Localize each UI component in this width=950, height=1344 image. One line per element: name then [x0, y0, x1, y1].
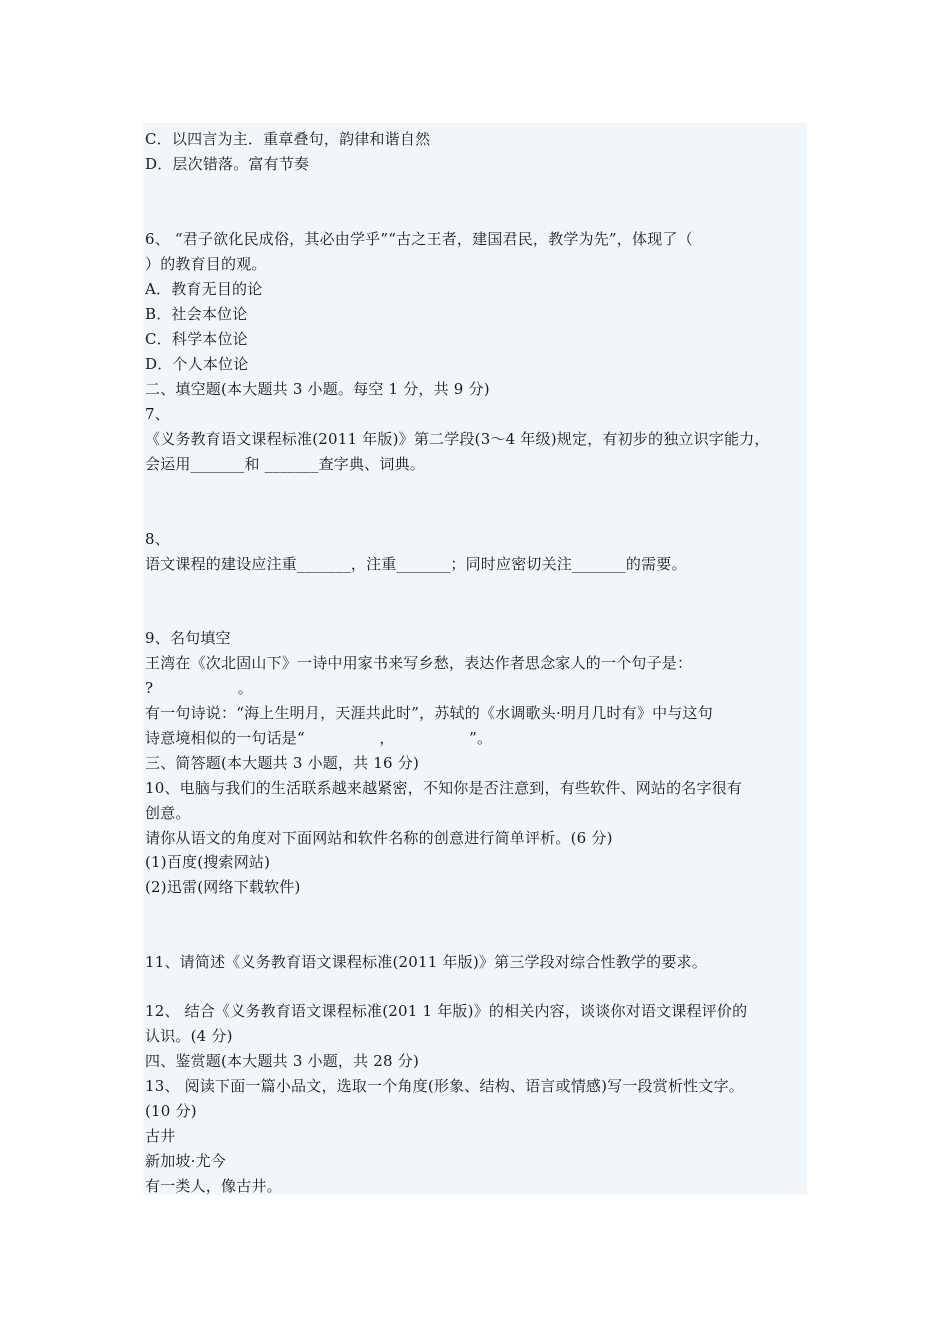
question-7-text: 《义务教育语文课程标准(2011 年版)》第二学段(3～4 年级)规定，有初步的独立识字能力，	[145, 430, 770, 448]
section-4-heading: 四、鉴赏题(本大题共 3 小题，共 28 分)	[145, 1052, 420, 1070]
question-7-text-cont: 会运用_______和 _______查字典、词典。	[145, 455, 425, 473]
question-13-text: 13、 阅读下面一篇小品文，选取一个角度(形象、结构、语言或情感)写一段赏析性文字。	[145, 1077, 744, 1095]
question-9-blank-1: ? 。	[145, 679, 253, 697]
question-10-text: 10、电脑与我们的生活联系越来越紧密，不知你是否注意到，有些软件、网站的名字很有	[145, 779, 743, 797]
question-6-stem-cont: ）的教育目的观。	[145, 255, 267, 273]
question-10-item-1: (1)百度(搜索网站)	[145, 853, 271, 871]
section-3-heading: 三、简答题(本大题共 3 小题，共 16 分)	[145, 754, 420, 772]
question-9-text-2: 有一句诗说：“海上生明月，天涯共此时”，苏轼的《水调歌头·明月几时有》中与这句	[145, 704, 713, 722]
question-12-text: 12、 结合《义务教育语文课程标准(201 1 年版)》的相关内容，谈谈你对语文课程评价的	[145, 1002, 748, 1020]
question-6-option-b: B．社会本位论	[145, 305, 248, 323]
question-6-option-a: A．教育无目的论	[145, 280, 263, 298]
question-6-option-d: D．个人本位论	[145, 355, 249, 373]
question-9-text-1: 王湾在《次北固山下》一诗中用家书来写乡愁，表达作者思念家人的一个句子是：	[145, 654, 693, 672]
passage-title: 古井	[145, 1127, 176, 1145]
passage-first-line: 有一类人，像古井。	[145, 1177, 282, 1195]
option-c-line: C．以四言为主．重章叠句，韵律和谐自然	[145, 130, 431, 148]
question-10-text-cont: 创意。	[145, 804, 191, 822]
passage-author: 新加坡·尤今	[145, 1152, 226, 1170]
question-8-text: 语文课程的建设应注重_______，注重_______；同时应密切关注_______的需要。	[145, 555, 687, 573]
question-6-option-c: C．科学本位论	[145, 330, 248, 348]
question-6-stem: 6、 “君子欲化民成俗，其必由学乎”“古之王者，建国君民，教学为先”，体现了（	[145, 230, 693, 248]
question-11-text: 11、请简述《义务教育语文课程标准(2011 年版)》第三学段对综合性教学的要求。	[145, 953, 707, 971]
question-10-instruction: 请你从语文的角度对下面网站和软件名称的创意进行简单评析。(6 分)	[145, 829, 613, 847]
question-12-text-cont: 认识。(4 分)	[145, 1027, 233, 1045]
question-10-item-2: (2)迅雷(网络下载软件)	[145, 878, 301, 896]
question-13-score: (10 分)	[145, 1102, 197, 1120]
section-2-heading: 二、填空题(本大题共 3 小题。每空 1 分，共 9 分)	[145, 380, 490, 398]
option-d-line: D．层次错落。富有节奏	[145, 155, 310, 173]
question-7-number: 7、	[145, 405, 170, 423]
question-8-number: 8、	[145, 530, 170, 548]
question-9-text-3: 诗意境相似的一句话是“ ， ”。	[145, 729, 493, 747]
question-9-heading: 9、名句填空	[145, 629, 231, 647]
